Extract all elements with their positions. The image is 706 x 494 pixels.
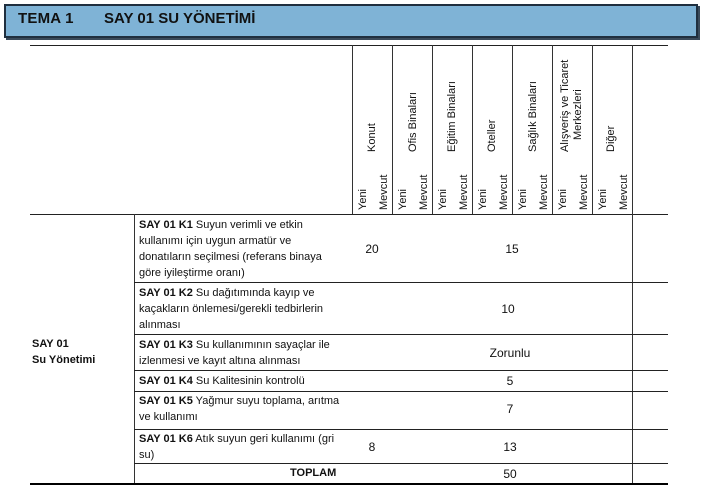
criterion-text: göre iyileştirme oranı) — [139, 267, 245, 279]
subheader-yeni: Yeni — [437, 188, 449, 210]
row-divider — [134, 282, 668, 283]
page-title: SAY 01 SU YÖNETİMİ — [104, 10, 256, 27]
value-score: 13 — [503, 440, 517, 454]
subheader-mevcut: Mevcut — [378, 174, 390, 210]
row-divider — [134, 370, 668, 371]
subheader-yeni: Yeni — [357, 188, 369, 210]
col-header-egitim: Eğitim Binaları — [446, 81, 458, 152]
criterion-text: donatıların seçilmesi (referans binaya — [139, 251, 322, 263]
theme-label: TEMA 1 — [18, 10, 74, 27]
criterion-code: SAY 01 K2 — [139, 287, 193, 299]
subheader-mevcut: Mevcut — [498, 174, 510, 210]
criterion-text: alınması — [139, 319, 181, 331]
value-konut: 20 — [365, 242, 379, 256]
total-label: TOPLAM — [290, 467, 337, 479]
subheader-yeni: Yeni — [557, 188, 569, 210]
group-label-line1: SAY 01 — [32, 338, 69, 350]
column-divider — [134, 214, 135, 484]
group-label-line2: Su Yönetimi — [32, 354, 96, 366]
table-bottom-border — [30, 483, 668, 485]
subheader-mevcut: Mevcut — [458, 174, 470, 210]
total-value: 50 — [503, 467, 517, 481]
row-divider — [134, 391, 668, 392]
subheader-yeni: Yeni — [397, 188, 409, 210]
col-header-saglik: Sağlık Binaları — [527, 81, 539, 152]
subheader-yeni: Yeni — [517, 188, 529, 210]
criterion-k5 — [139, 393, 351, 425]
row-divider — [134, 334, 668, 335]
criterion-k3 — [139, 337, 351, 369]
criterion-text: Su dağıtımında kayıp ve — [192, 287, 315, 299]
subheader-mevcut: Mevcut — [618, 174, 630, 210]
criterion-text: kaçakların önlemesi/gerekli tedbirlerin — [139, 303, 324, 315]
col-header-ofis: Ofis Binaları — [407, 92, 419, 152]
column-divider — [392, 45, 393, 214]
subheader-mevcut: Mevcut — [538, 174, 550, 210]
criterion-k1 — [139, 217, 351, 281]
criterion-text: izlenmesi ve kayıt altına alınması — [139, 355, 301, 367]
criterion-k6 — [139, 431, 351, 463]
subheader-yeni: Yeni — [477, 188, 489, 210]
criterion-text: Yağmur suyu toplama, arıtma — [192, 395, 340, 407]
criterion-text: Suyun verimli ve etkin — [192, 219, 303, 231]
criterion-code: SAY 01 K5 — [139, 395, 193, 407]
col-header-diger: Diğer — [605, 125, 617, 152]
criterion-text: su) — [139, 449, 155, 461]
row-divider — [134, 463, 668, 464]
column-divider — [472, 45, 473, 214]
value-score: Zorunlu — [489, 346, 531, 360]
criterion-code: SAY 01 K3 — [139, 339, 193, 351]
column-divider — [552, 45, 553, 214]
col-header-konut: Konut — [366, 123, 378, 152]
value-score: 5 — [506, 374, 514, 388]
column-divider — [432, 45, 433, 214]
criterion-code: SAY 01 K6 — [139, 433, 193, 445]
value-score: 10 — [501, 302, 515, 316]
criterion-text: Atık suyun geri kullanımı (gri — [192, 433, 335, 445]
col-header-alisveris: Alışveriş ve Ticaret — [559, 59, 571, 152]
column-divider — [632, 45, 633, 484]
criterion-k2 — [139, 285, 351, 333]
col-header-oteller: Oteller — [486, 119, 498, 152]
subheader-yeni: Yeni — [597, 188, 609, 210]
col-header-merkezleri: Merkezleri — [572, 89, 584, 140]
table-top-border — [30, 45, 668, 46]
criterion-k4 — [139, 373, 351, 389]
column-divider — [592, 45, 593, 214]
value-score: 15 — [505, 242, 519, 256]
value-score: 7 — [506, 402, 514, 416]
criterion-code: SAY 01 K1 — [139, 219, 193, 231]
criterion-text: kullanımı için uygun armatür ve — [139, 235, 292, 247]
subheader-mevcut: Mevcut — [418, 174, 430, 210]
column-divider — [352, 45, 353, 214]
criterion-text: ve kullanımı — [139, 411, 198, 423]
subheader-mevcut: Mevcut — [578, 174, 590, 210]
group-label — [32, 336, 95, 368]
row-divider — [134, 429, 668, 430]
criterion-code: SAY 01 K4 — [139, 375, 193, 387]
criterion-text: Su kullanımının sayaçlar ile — [192, 339, 330, 351]
criterion-text: Su Kalitesinin kontrolü — [192, 375, 305, 387]
header-bottom-border — [30, 214, 668, 215]
column-divider — [512, 45, 513, 214]
value-konut: 8 — [368, 440, 376, 454]
